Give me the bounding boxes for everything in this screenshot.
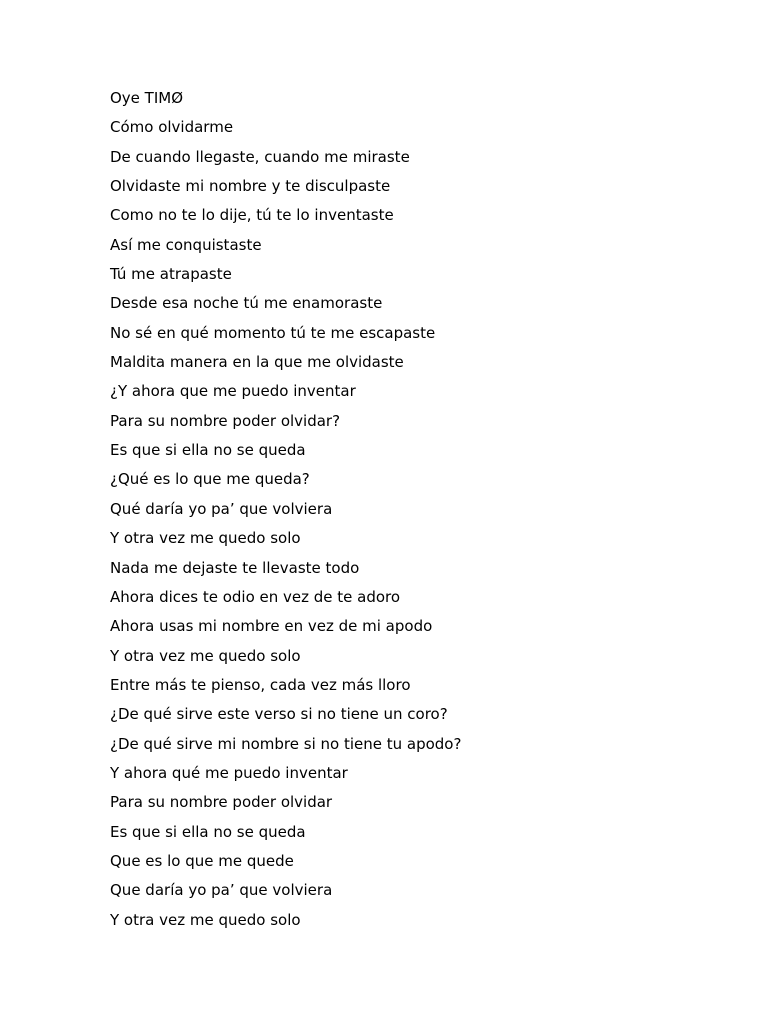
lyric-line: Como no te lo dije, tú te lo inventaste — [110, 206, 394, 225]
lyric-line: ¿Y ahora que me puedo inventar — [110, 382, 356, 401]
lyric-line: ¿Qué es lo que me queda? — [110, 470, 310, 489]
lyric-line: Oye TIMØ — [110, 89, 184, 107]
lyric-line: De cuando llegaste, cuando me miraste — [110, 147, 410, 166]
lyric-line: Para su nombre poder olvidar — [110, 793, 333, 812]
lyric-line: Y otra vez me quedo solo — [110, 910, 301, 929]
lyric-line: ¿De qué sirve mi nombre si no tiene tu apodo? — [110, 734, 462, 753]
lyric-line: Y ahora qué me puedo inventar — [110, 763, 348, 782]
lyric-line: ¿De qué sirve este verso si no tiene un coro? — [110, 705, 448, 724]
lyric-line: Tú me atrapaste — [110, 265, 232, 284]
lyric-line: Entre más te pienso, cada vez más lloro — [110, 675, 411, 694]
lyric-line: Así me conquistaste — [110, 235, 262, 254]
lyric-line: Ahora dices te odio en vez de te adoro — [110, 587, 401, 606]
lyric-line: Nada me dejaste te llevaste todo — [110, 558, 360, 577]
lyric-line: Para su nombre poder olvidar? — [110, 411, 341, 430]
lyric-line: Y otra vez me quedo solo — [110, 529, 301, 548]
lyric-line: No sé en qué momento tú te me escapaste — [110, 323, 436, 342]
lyric-line: Desde esa noche tú me enamoraste — [110, 294, 383, 313]
lyric-line: Que es lo que me quede — [110, 851, 294, 870]
lyric-line: Ahora usas mi nombre en vez de mi apodo — [110, 617, 433, 636]
lyric-line: Qué daría yo pa’ que volviera — [110, 499, 333, 518]
lyrics-text — [110, 84, 461, 935]
lyric-line: Que daría yo pa’ que volviera — [110, 881, 333, 900]
lyric-line: Y otra vez me quedo solo — [110, 646, 301, 665]
lyric-line: Cómo olvidarme — [110, 118, 234, 137]
lyric-line: Es que si ella no se queda — [110, 822, 306, 841]
lyric-line: Olvidaste mi nombre y te disculpaste — [110, 177, 391, 196]
lyric-line: Maldita manera en la que me olvidaste — [110, 353, 404, 372]
lyric-line: Es que si ella no se queda — [110, 441, 306, 460]
